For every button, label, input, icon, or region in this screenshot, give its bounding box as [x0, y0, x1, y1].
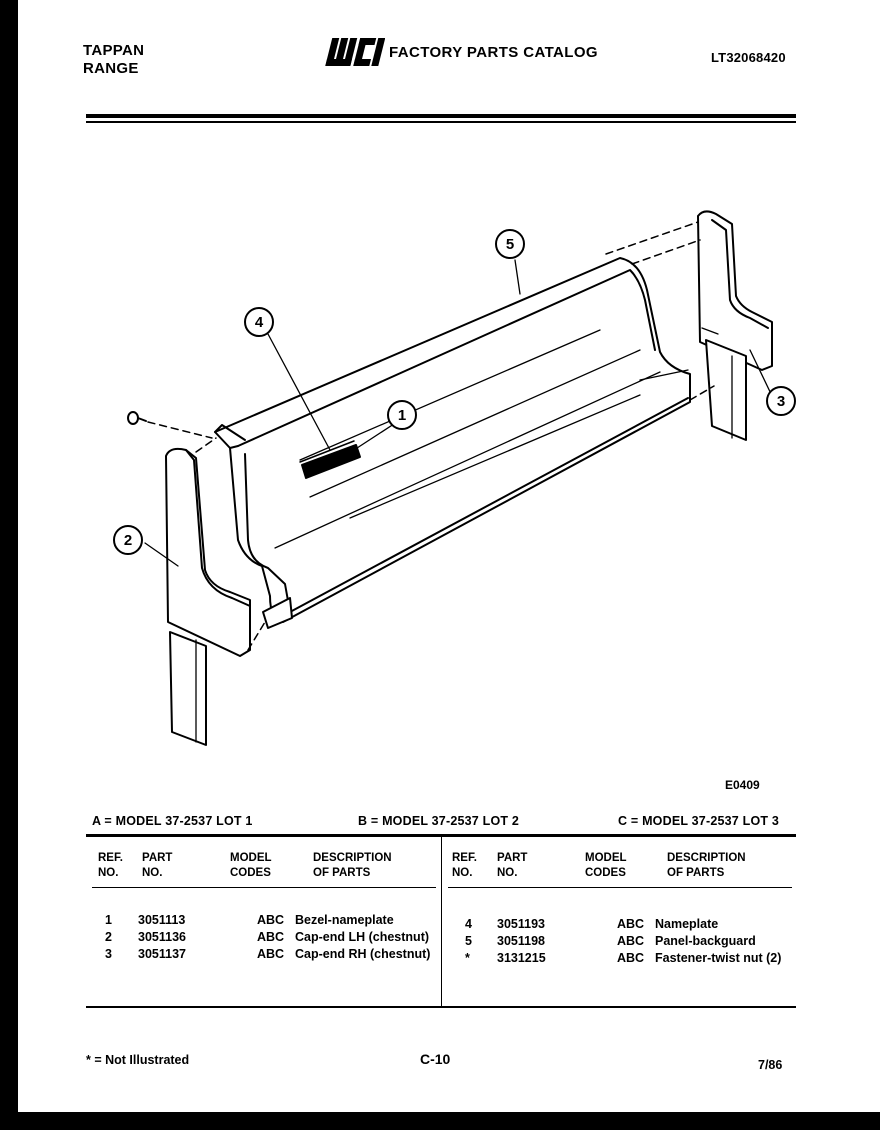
model-codes: ABC	[617, 951, 645, 965]
model-codes: ABC	[257, 930, 285, 944]
part-description: Bezel-nameplate	[295, 913, 394, 927]
callout-4: 4	[254, 314, 264, 331]
header-description-right: DESCRIPTION OF PARTS	[667, 852, 746, 879]
model-codes: ABC	[617, 934, 645, 948]
header-model-codes-right: MODEL CODES	[585, 852, 627, 879]
ref-number: 4	[465, 917, 472, 931]
ref-number: 3	[105, 947, 112, 961]
header-description-left: DESCRIPTION OF PARTS	[313, 852, 392, 879]
part-description: Panel-backguard	[655, 934, 756, 948]
model-a: A = MODEL 37-2537 LOT 1	[92, 814, 253, 828]
revision-date: 7/86	[758, 1058, 783, 1072]
page-number: C-10	[420, 1051, 451, 1067]
table-bottom-rule	[86, 1006, 796, 1008]
model-b: B = MODEL 37-2537 LOT 2	[358, 814, 520, 828]
part-number: 3131215	[497, 951, 546, 965]
ref-number: *	[465, 951, 470, 965]
header-underline-right	[448, 887, 792, 888]
header-part-no-left: PART NO.	[142, 852, 173, 879]
callout-2: 2	[123, 532, 133, 549]
product-type: RANGE	[83, 60, 139, 77]
model-codes: ABC	[257, 947, 285, 961]
part-number: 3051137	[138, 947, 186, 961]
panel-backguard-drawing	[215, 258, 690, 628]
part-description: Cap-end RH (chestnut)	[295, 947, 431, 961]
header-ref-no-right: REF. NO.	[452, 852, 477, 879]
header-underline-left	[92, 887, 436, 888]
table-row: 1	[105, 913, 112, 927]
catalog-title: FACTORY PARTS CATALOG	[389, 43, 598, 61]
part-number: 3051193	[497, 917, 545, 931]
part-description: Fastener-twist nut (2)	[655, 951, 782, 965]
callout-3: 3	[776, 393, 786, 410]
part-number: 3051198	[497, 934, 545, 948]
part-description: Cap-end LH (chestnut)	[295, 930, 430, 944]
brand-name: TAPPAN	[83, 42, 145, 59]
model-codes: ABC	[617, 917, 645, 931]
twist-nut-drawing	[128, 412, 146, 424]
model-c: C = MODEL 37-2537 LOT 3	[618, 814, 780, 828]
header-ref-no-left: REF. NO.	[98, 852, 123, 879]
cap-end-rh-drawing	[698, 211, 772, 440]
part-number: 3051113	[138, 913, 186, 927]
logo-text: WCI	[323, 35, 325, 36]
diagram-code: E0409	[725, 778, 760, 792]
catalog-number: LT32068420	[711, 50, 786, 65]
header-part-no-right: PART NO.	[497, 852, 528, 879]
part-number: 3051136	[138, 930, 186, 944]
not-illustrated-note: * = Not Illustrated	[86, 1053, 190, 1067]
header-model-codes-left: MODEL CODES	[230, 852, 272, 879]
model-codes: ABC	[257, 913, 285, 927]
part-description: Nameplate	[655, 917, 719, 931]
callout-1: 1	[397, 407, 407, 424]
ref-number: 5	[465, 934, 472, 948]
table-column-divider	[441, 837, 442, 1007]
ref-number: 2	[105, 930, 112, 944]
callout-5: 5	[505, 236, 515, 253]
